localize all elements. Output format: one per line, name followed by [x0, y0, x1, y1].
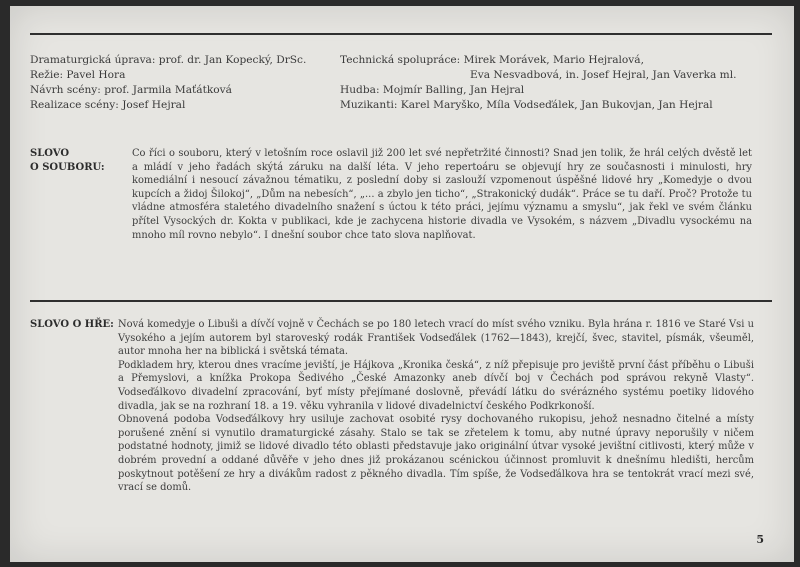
souboru-paragraph: Co říci o souboru, který v letošním roce oslavil již 200 let své nepřetržité činnosti? Snad jen tolik, že hrál celých dvěstě let a mládí v jeho řadách skýtá záruku na další léta. V jeho repertoáru se objevují hry ze současnosti i minulosti, hry komediální i nesoucí závažnou tématiku, z poslední doby si zaslouží vzpomenout úspěšné lidové hry „Komedyje o dvou kupcích a židoj Šilokoj“, „Dům na nebesích“, „... a zbylo jen ticho“, „Strakonický dudák“. Práce se tu daří. Proč? Protože tu vládne atmosféra staletého divadelního snažení s úctou k této práci, jejímu významu a smyslu“, jak řekl ve svém článku přítel Vysockých dr. Kokta v publikaci, kde je zachycena historie divadla ve Vysokém, s názvem „Divadlu vysockému na mnoho míl rovno nebylo“. I dnešní soubor chce tato slova naplňovat. [132, 148, 752, 241]
middle-rule [30, 300, 772, 302]
page-number: 5 [756, 533, 764, 546]
credit-music: Hudba: Mojmír Balling, Jan Hejral [340, 84, 525, 96]
credit-musicians: Muzikanti: Karel Maryško, Míla Vodseďálek, Jan Bukovjan, Jan Hejral [340, 99, 713, 111]
top-rule [30, 33, 772, 35]
credit-technical: Technická spolupráce: Mirek Morávek, Mario Hejralová, [340, 54, 644, 66]
credit-direction: Režie: Pavel Hora [30, 69, 126, 81]
hre-paragraph-2: Podkladem hry, kterou dnes vracíme jeviští, je Hájkova „Kronika česká“, z níž přepisuje pro jeviště první část příběhu o Libuši a Přemyslovi, a knížka Prokopa Šedivého „České Amazonky aneb dívčí boj v Čechách pod správou rekyně Vlasty“. Vodseďálkovo divadelní zpracování, byť místy přejímané doslovně, převádí látku do svérázného systému poetiky lidového divadla, jak se na rozhraní 18. a 19. věku vyhranila v lidové divadelnictví českého Podkrkonoší. [118, 359, 754, 412]
hre-text [118, 318, 754, 495]
document-page [10, 6, 794, 562]
credit-stage-design: Návrh scény: prof. Jarmila Maťátková [30, 84, 232, 96]
section-label-hre: SLOVO O HŘE: [30, 319, 114, 330]
hre-paragraph-1: Nová komedyje o Libuši a dívčí vojně v Čechách se po 180 letech vrací do míst svého vzniku. Byla hrána r. 1816 ve Staré Vsi u Vysokého a jejím autorem byl staroveský rodák František Vodseďálek (1762—1843), krejčí, švec, stavitel, písmák, všeuměl, autor mnoha her na biblická i světská témata. [118, 319, 754, 358]
hre-paragraph-3: Obnovená podoba Vodseďálkovy hry usiluje zachovat osobité rysy dochovaného rukopisu, jehož nesnadno čitelné a místy porušené znění si vynutilo dramaturgické zásahy. Stalo se tak se zřetelem k tomu, aby nutné úpravy neporušily v ničem podstatné hodnoty, jimiž se lidové divadlo této oblasti představuje jako originální útvar vysoké jevištní citlivosti, který může v dobrém provední a oddané důvěře v jeho dnes již prokázanou scénickou účinnost promluvit k dnešnímu hledišti, hercům poskytnout potěšení ze hry a divákům radost z pěkného divadla. Tím spíše, že Vodseďálkova hra se tentokrát vrací mezi své, vrací se domů. [118, 414, 754, 494]
credits-left [30, 53, 306, 113]
credit-dramaturgy: Dramaturgická úprava: prof. dr. Jan Kopecký, DrSc. [30, 54, 307, 66]
credits-right [340, 53, 736, 113]
section-label-souboru: SLOVO O SOUBORU: [30, 148, 105, 173]
credit-technical-cont: Eva Nesvadbová, in. Josef Hejral, Jan Vaverka ml. [470, 69, 737, 81]
credit-stage-realization: Realizace scény: Josef Hejral [30, 99, 186, 111]
